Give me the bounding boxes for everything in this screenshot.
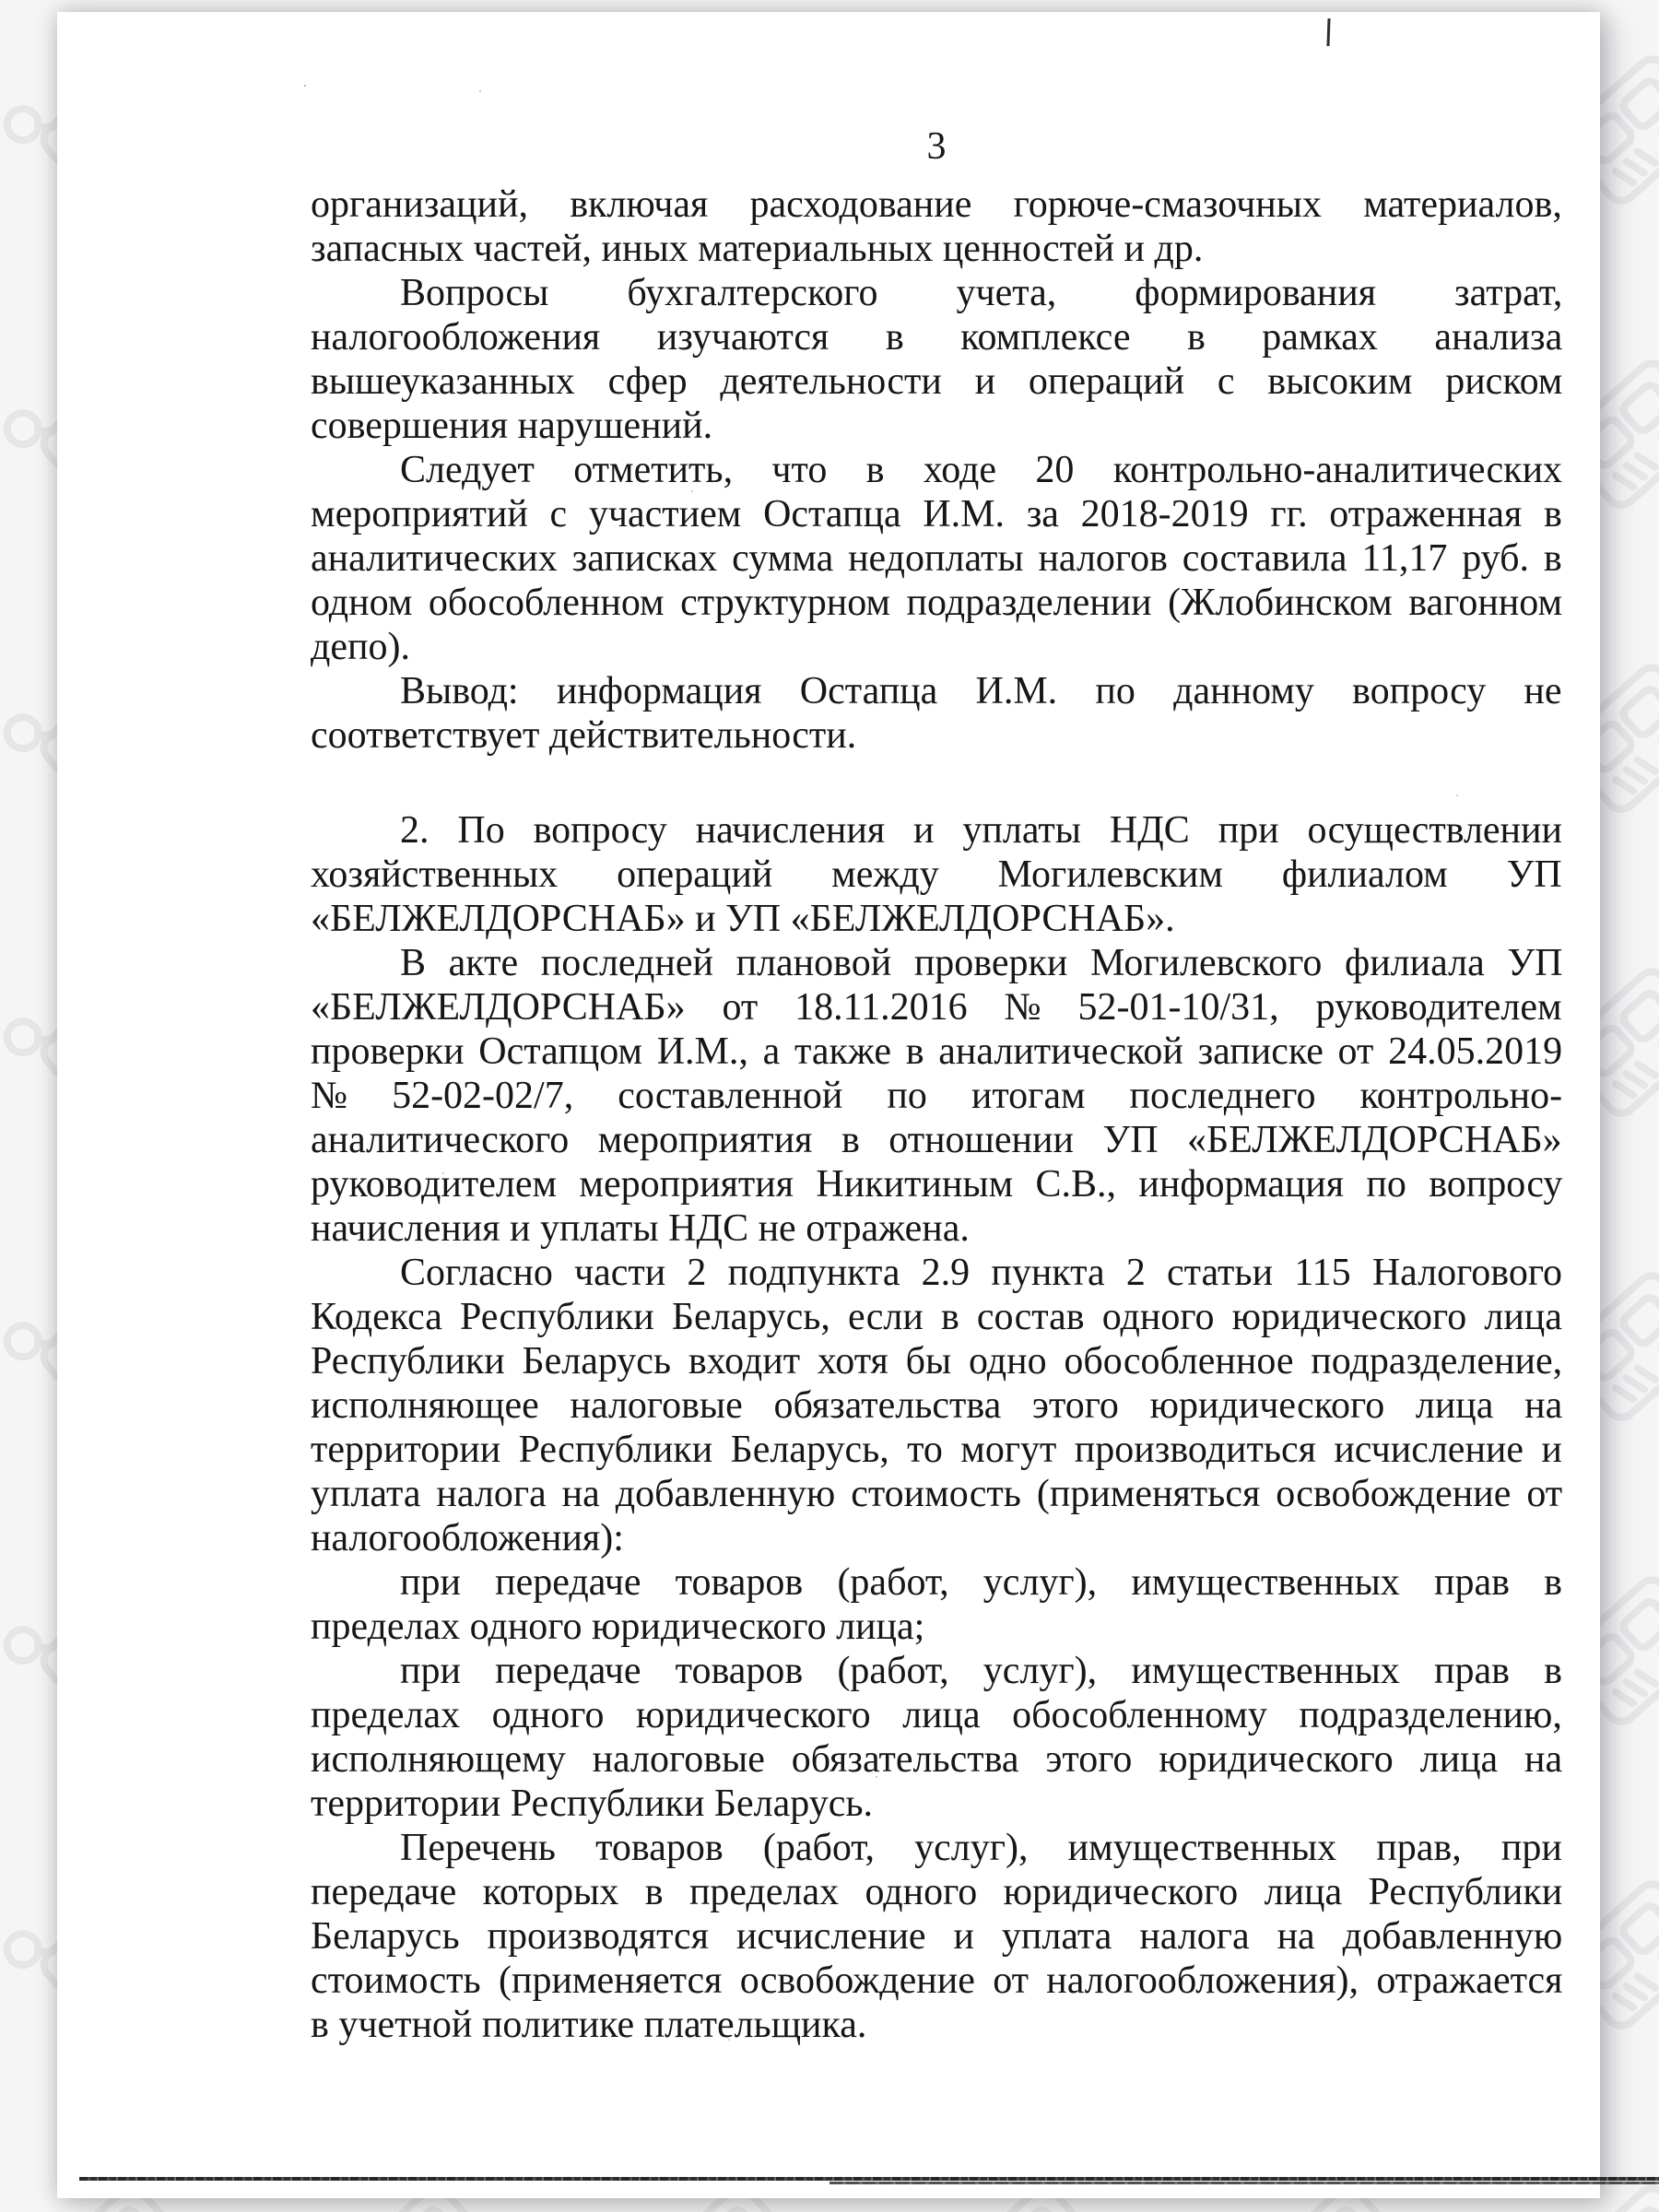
text-line: территории Республики Беларусь. [311,1783,874,1825]
text-line: исполняющее налоговые обязательства этого юридического лица на [311,1384,1563,1427]
text-line: Согласно части 2 подпункта 2.9 пункта 2 статьи 115 Налогового [400,1252,1563,1294]
text-line: аналитических записках сумма недоплаты налогов составила 11,17 руб. в [311,537,1562,580]
paragraph-accounting-questions [311,271,1562,448]
text-line: «БЕЛЖЕЛДОРСНАБ» и УП «БЕЛЖЕЛДОРСНАБ». [311,898,1175,940]
page-number: 3 [926,125,947,168]
text-line: Кодекса Республики Беларусь, если в состав одного юридического лица [311,1296,1562,1338]
scan-noise-dots [304,85,306,87]
text-line: депо). [311,626,410,668]
paragraph-audit-act [311,941,1562,1251]
document-page [57,12,1600,2198]
text-line: организаций, включая расходование горюче-смазочных материалов, [311,183,1562,226]
text-line: передаче которых в пределах одного юридического лица Республики [311,1871,1563,1913]
paragraph-transfer-to-subdivision [311,1649,1562,1826]
text-line: В акте последней плановой проверки Могилевского филиала УП [400,942,1563,984]
text-line: пределах одного юридического лица обособленному подразделению, [311,1694,1562,1736]
text-line: одном обособленном структурном подразделении (Жлобинском вагонном [311,582,1563,624]
text-line: Следует отметить, что в ходе 20 контрольно-аналитических [400,449,1563,491]
text-line: запасных частей, иных материальных ценностей и др. [311,228,1204,270]
text-line: соответствует действительности. [311,714,857,757]
text-line: при передаче товаров (работ, услуг), имущественных прав в [400,1561,1563,1604]
document-body [311,182,1562,2047]
text-line: территории Республики Беларусь, то могут производиться исчисление и [311,1429,1562,1471]
text-line: Вопросы бухгалтерского учета, формирования затрат, [400,272,1563,314]
text-line: налогообложения): [311,1517,624,1559]
text-line: «БЕЛЖЕЛДОРСНАБ» от 18.11.2016 № 52-01-10/31, руководителем [311,986,1562,1029]
text-line: совершения нарушений. [311,405,713,447]
text-line: Беларусь производятся исчисление и уплата налога на добавленную [311,1915,1563,1958]
text-line: Республики Беларусь входит хотя бы одно обособленное подразделение, [311,1340,1563,1382]
section-2-heading [311,808,1562,941]
text-line: Перечень товаров (работ, услуг), имущественных прав, при [400,1827,1562,1869]
paragraph-continued [311,182,1562,271]
text-line: Вывод: информация Остапца И.М. по данному вопросу не [400,670,1562,712]
text-line: № 52-02-02/7, составленной по итогам последнего контрольно- [311,1075,1563,1117]
scan-artifact-line [79,2177,1659,2181]
text-line: 2. По вопросу начисления и уплаты НДС при осуществлении [400,809,1562,852]
text-line: стоимость (применяется освобождение от налогообложения), отражается [311,1959,1563,2002]
text-line: исполняющему налоговые обязательства этого юридического лица на [311,1738,1563,1781]
text-line: налогообложения изучаются в комплексе в рамках анализа [311,316,1563,359]
text-line: начисления и уплаты НДС не отражена. [311,1207,970,1250]
text-line: пределах одного юридического лица; [311,1606,925,1648]
text-line: мероприятий с участием Остапца И.М. за 2018-2019 гг. отраженная в [311,493,1562,535]
text-line: уплата налога на добавленную стоимость (применяться освобождение от [311,1473,1563,1515]
text-line: в учетной политике плательщика. [311,2004,867,2046]
paragraph-20-control-events [311,448,1562,669]
text-line: проверки Остапцом И.М., а также в аналитической записке от 24.05.2019 [311,1030,1563,1073]
scan-artifact-line-dark-segment [830,2182,1659,2184]
paragraph-goods-list [311,1826,1562,2047]
paragraph-tax-code-article-115 [311,1251,1562,1560]
text-line: при передаче товаров (работ, услуг), имущественных прав в [400,1650,1563,1692]
paragraph-conclusion [311,669,1562,758]
text-line: хозяйственных операций между Могилевским филиалом УП [311,853,1562,896]
paragraph-transfer-within-entity [311,1560,1562,1649]
text-line: руководителем мероприятия Никитиным С.В., информация по вопросу [311,1163,1563,1206]
text-line: вышеуказанных сфер деятельности и операций с высоким риском [311,360,1563,403]
text-line: аналитического мероприятия в отношении УП «БЕЛЖЕЛДОРСНАБ» [311,1119,1562,1161]
